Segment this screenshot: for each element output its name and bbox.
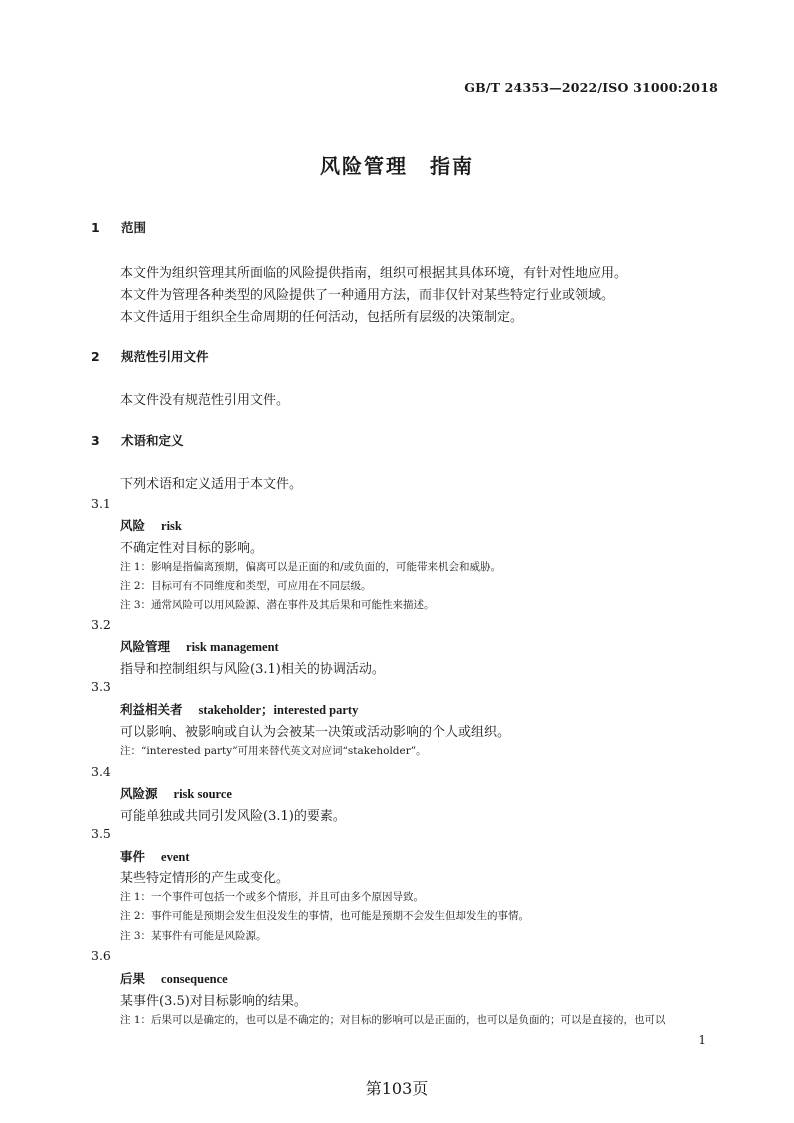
term-number: 3.2 <box>91 617 111 632</box>
term-note: 注 1：后果可以是确定的，也可以是不确定的；对目标的影响可以是正面的，也可以是负面的；可以是直接的，也可以 <box>120 1014 666 1026</box>
scope-paragraph-2: 本文件为管理各种类型的风险提供了一种通用方法，而非仅针对某些特定行业或领域。 <box>120 288 615 303</box>
terms-intro: 下列术语和定义适用于本文件。 <box>120 477 303 492</box>
term-heading <box>120 847 189 865</box>
section-number: 1 <box>91 220 100 235</box>
term-note: 注 3：通常风险可以用风险源、潜在事件及其后果和可能性来描述。 <box>120 599 435 611</box>
scope-paragraph-3: 本文件适用于组织全生命周期的任何活动，包括所有层级的决策制定。 <box>120 310 524 325</box>
term-number: 3.3 <box>91 679 111 694</box>
term-heading <box>120 969 228 987</box>
term-zh: 风险 <box>120 518 146 533</box>
page-footer: 第103页 <box>365 1079 429 1098</box>
normative-paragraph: 本文件没有规范性引用文件。 <box>120 393 290 408</box>
section-title: 范围 <box>121 220 147 235</box>
term-heading <box>120 516 182 534</box>
section-number: 3 <box>91 433 100 448</box>
term-en: stakeholder；interested party <box>198 703 359 717</box>
term-zh: 风险管理 <box>120 639 171 654</box>
term-definition: 可以影响、被影响或自认为会被某一决策或活动影响的个人或组织。 <box>120 725 511 740</box>
term-zh: 事件 <box>120 849 146 864</box>
term-en: consequence <box>161 972 228 986</box>
page-number: 1 <box>698 1033 706 1047</box>
section-title: 规范性引用文件 <box>121 349 209 364</box>
term-zh: 后果 <box>120 971 146 986</box>
term-heading <box>120 637 279 655</box>
term-note: 注 2：目标可有不同维度和类型，可应用在不同层级。 <box>120 580 372 592</box>
term-number: 3.6 <box>91 948 111 963</box>
term-note: 注 1：一个事件可包括一个或多个情形，并且可由多个原因导致。 <box>120 891 425 903</box>
section-number: 2 <box>91 349 100 364</box>
term-en: risk management <box>186 640 279 654</box>
section-title: 术语和定义 <box>121 433 184 448</box>
term-zh: 风险源 <box>120 786 158 801</box>
term-en: event <box>161 850 190 864</box>
term-definition: 某些特定情形的产生或变化。 <box>120 871 290 886</box>
term-definition: 不确定性对目标的影响。 <box>120 541 264 556</box>
term-number: 3.1 <box>91 496 111 511</box>
term-zh: 利益相关者 <box>120 702 183 717</box>
term-definition: 某事件(3.5)对目标影响的结果。 <box>120 994 307 1009</box>
term-number: 3.5 <box>91 826 111 841</box>
section-heading-1 <box>91 218 146 236</box>
document-title: 风险管理 指南 <box>320 154 474 178</box>
term-note: 注 1：影响是指偏离预期，偏离可以是正面的和/或负面的，可能带来机会和威胁。 <box>120 561 502 573</box>
term-number: 3.4 <box>91 764 111 779</box>
term-definition: 可能单独或共同引发风险(3.1)的要素。 <box>120 809 346 824</box>
section-heading-3 <box>91 431 184 449</box>
scope-paragraph-1: 本文件为组织管理其所面临的风险提供指南，组织可根据其具体环境，有针对性地应用。 <box>120 266 628 281</box>
term-heading <box>120 700 358 718</box>
term-en: risk source <box>173 787 232 801</box>
section-heading-2 <box>91 347 209 365</box>
term-definition: 指导和控制组织与风险(3.1)相关的协调活动。 <box>120 662 385 677</box>
term-note: 注：“interested party”可用来替代英文对应词“stakeholder”。 <box>120 745 427 757</box>
term-heading <box>120 784 232 802</box>
term-note: 注 2：事件可能是预期会发生但没发生的事情，也可能是预期不会发生但却发生的事情。 <box>120 910 530 922</box>
term-note: 注 3：某事件有可能是风险源。 <box>120 930 267 942</box>
term-en: risk <box>161 519 182 533</box>
standard-code: GB/T 24353—2022/ISO 31000:2018 <box>464 80 718 95</box>
